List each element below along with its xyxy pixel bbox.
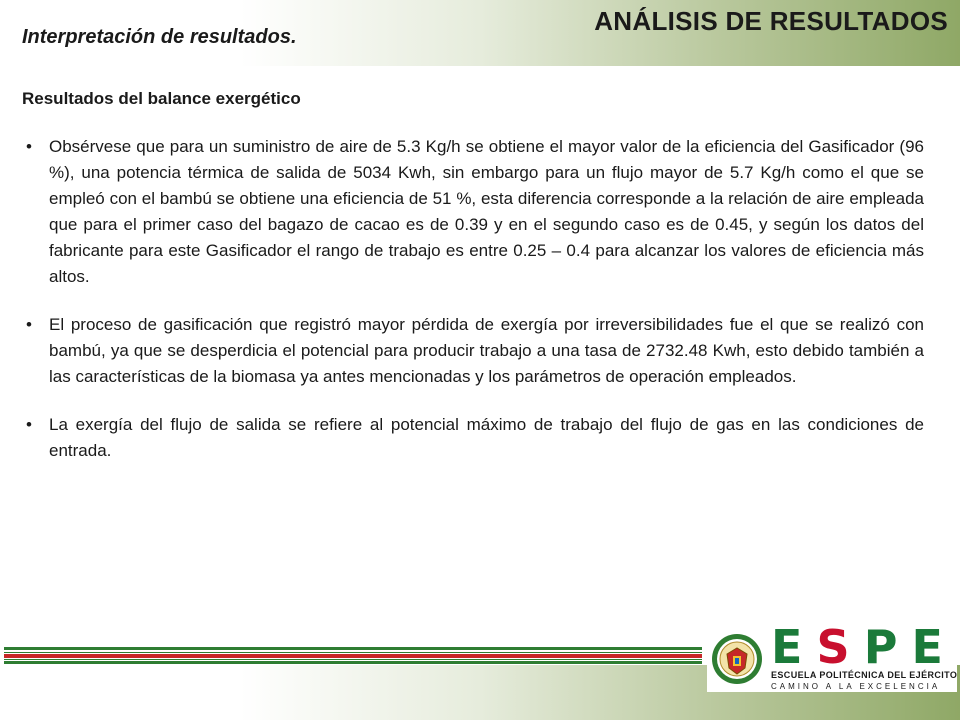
bullet-text: Obsérvese que para un suministro de aire de 5.3 Kg/h se obtiene el mayor valor de la eficiencia del Gasificador (96 %), una potencia térmica de salida de 5034 Kwh, sin embargo para un flujo mayor de 5.7 Kg/h como el que se empleó con el bambú se obtiene una eficiencia de 51 %, esta diferencia corresponde a la relación de aire empleada que para el primer caso del bagazo de cacao es de 0.39 y en el segundo caso es de 0.45, y según los datos del fabricante para este Gasificador el rango de trabajo es entre 0.25 – 0.4 para alcanzar los valores de eficiencia más altos. bbox=[49, 137, 924, 286]
stripe-green bbox=[4, 661, 702, 664]
slide-title: ANÁLISIS DE RESULTADOS bbox=[594, 6, 948, 36]
stripe-red bbox=[4, 654, 702, 658]
institution-motto: CAMINO A LA EXCELENCIA bbox=[771, 682, 941, 691]
espe-letter: E bbox=[911, 620, 943, 674]
espe-logo bbox=[707, 620, 958, 692]
bullet-item bbox=[22, 412, 924, 464]
institution-name: ESCUELA POLITÉCNICA DEL EJÉRCITO bbox=[771, 670, 958, 680]
slide-subtitle: Interpretación de resultados. bbox=[22, 26, 297, 48]
bullet-text: La exergía del flujo de salida se refiere al potencial máximo de trabajo del flujo de gas en las condiciones de entrada. bbox=[49, 415, 924, 460]
espe-wordmark bbox=[771, 620, 943, 674]
section-heading: Resultados del balance exergético bbox=[22, 89, 301, 108]
espe-seal-icon bbox=[711, 632, 763, 686]
bullet-marker: • bbox=[26, 415, 32, 434]
bullet-item bbox=[22, 312, 924, 390]
espe-letter: E bbox=[771, 620, 803, 674]
espe-letter: P bbox=[863, 620, 898, 674]
bullet-list bbox=[22, 134, 924, 486]
stripe-green bbox=[4, 647, 702, 650]
stripe-green-thin bbox=[4, 652, 702, 653]
bullet-marker: • bbox=[26, 315, 32, 334]
stripe-green-thin bbox=[4, 659, 702, 660]
bullet-item bbox=[22, 134, 924, 290]
espe-letter: S bbox=[816, 620, 850, 674]
bullet-text: El proceso de gasificación que registró mayor pérdida de exergía por irreversibilidades fue el que se realizó con bambú, ya que se desperdicia el potencial para producir trabajo a una tasa de 2732.48 Kwh, esto debido también a las características de la biomasa ya antes mencionadas y los parámetros de operación empleados. bbox=[49, 315, 924, 386]
decorative-stripes bbox=[4, 647, 702, 664]
bullet-marker: • bbox=[26, 137, 32, 156]
